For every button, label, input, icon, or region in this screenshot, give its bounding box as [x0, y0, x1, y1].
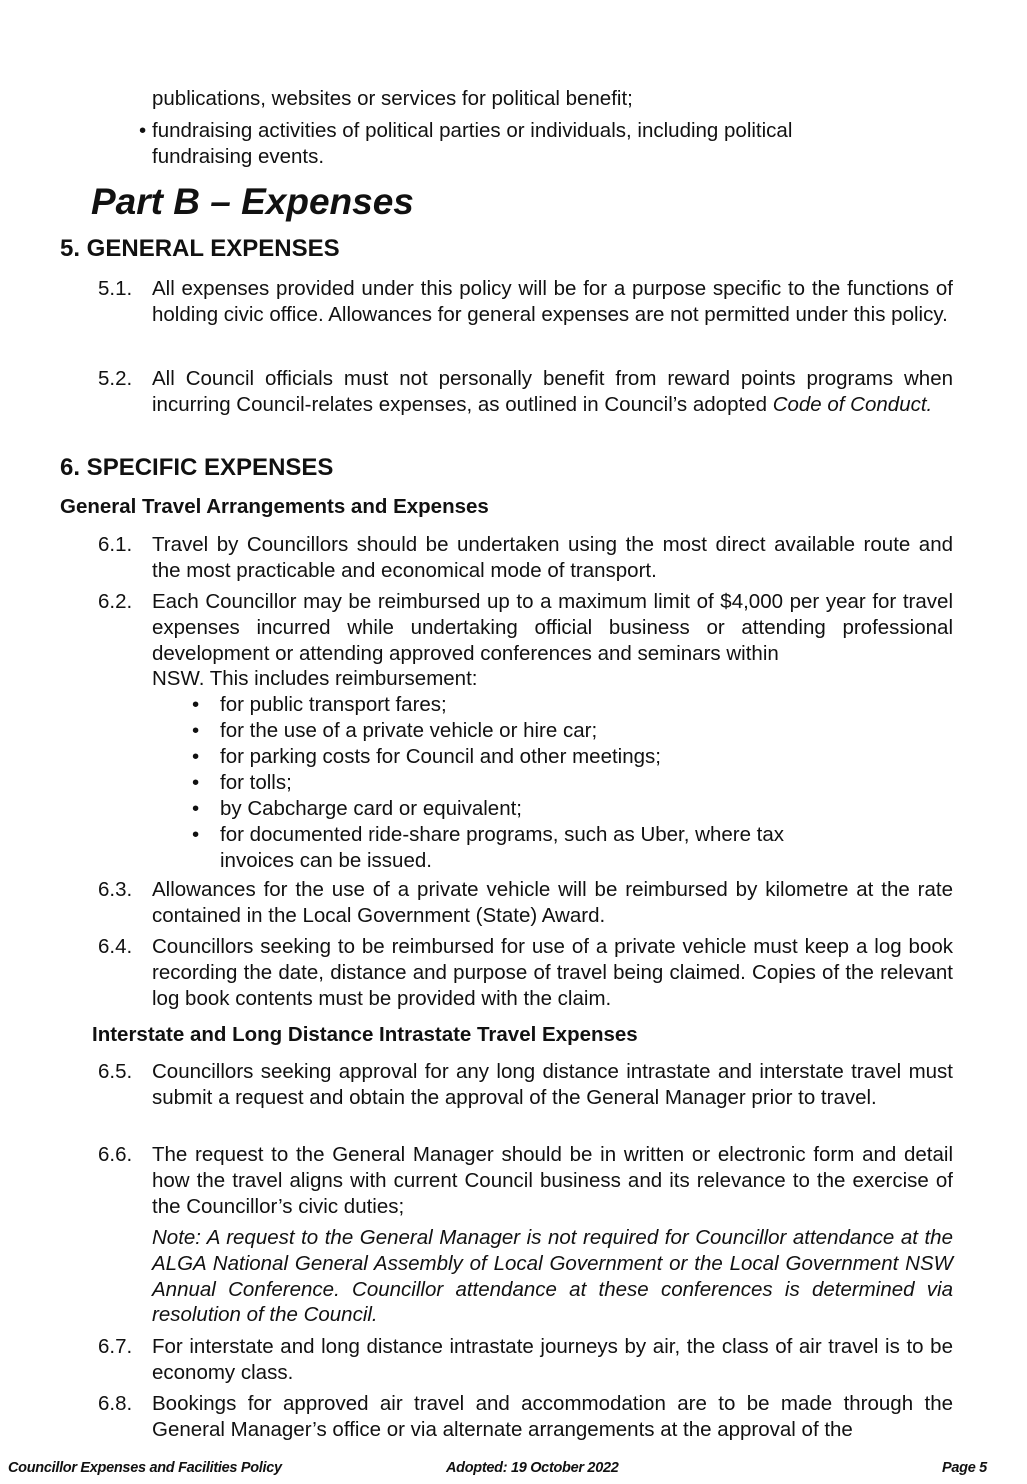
bullet-mark: • — [192, 745, 200, 768]
footer-document-title: Councillor Expenses and Facilities Policy — [8, 1460, 282, 1476]
section-6-heading: 6. SPECIFIC EXPENSES — [60, 454, 334, 481]
note-paragraph: Note: A request to the General Manager is not required for Councillor attendance at the ALGA National General Assembly of Local Government or the Local Government NSW Annual Conference. Councillor attendance at these conferences is determined via resolution of the Council. — [152, 1226, 953, 1327]
bullet-mark: • — [192, 797, 200, 820]
section-5-heading: 5. GENERAL EXPENSES — [60, 235, 340, 262]
clause-number: 5.1. — [98, 277, 133, 300]
clause-number: 6.6. — [98, 1143, 133, 1166]
bullet-mark: • — [192, 823, 200, 846]
bullet-item: for documented ride-share programs, such as Uber, where tax — [220, 823, 785, 846]
clause-6-3-text: Allowances for the use of a private vehicle will be reimbursed by kilometre at the rate contained in the Local Government (State) Award. — [152, 878, 953, 927]
intro-line: publications, websites or services for political benefit; — [152, 87, 633, 110]
subheading-general-travel: General Travel Arrangements and Expenses — [60, 495, 489, 518]
intro-bullet-line1: fundraising activities of political parties or individuals, including political — [152, 119, 793, 142]
clause-6-2-text: Each Councillor may be reimbursed up to a maximum limit of $4,000 per year for travel expenses incurred while undertaking official business or attending professional development or attending approved conferences and seminars within — [152, 590, 953, 665]
clause-number: 6.3. — [98, 878, 133, 901]
bullet-mark: • — [192, 693, 200, 716]
clause-6-5-text: Councillors seeking approval for any long distance intrastate and interstate travel must submit a request and obtain the approval of the General Manager prior to travel. — [152, 1060, 953, 1109]
code-of-conduct-ref: Code of Conduct. — [772, 392, 933, 416]
clause-6-4-text: Councillors seeking to be reimbursed for use of a private vehicle must keep a log book recording the date, distance and purpose of travel being claimed. Copies of the relevant log book contents must be provided with the claim. — [152, 935, 953, 1010]
clause-number: 6.5. — [98, 1060, 133, 1083]
clause-number: 6.4. — [98, 935, 133, 958]
footer-adopted-date: Adopted: 19 October 2022 — [446, 1460, 619, 1476]
clause-number: 5.2. — [98, 367, 133, 390]
clause-6-1-text: Travel by Councillors should be undertaken using the most direct available route and the most practicable and economical mode of transport. — [152, 533, 953, 582]
bullet-item: for the use of a private vehicle or hire car; — [220, 719, 598, 742]
clause-6-7-text: For interstate and long distance intrastate journeys by air, the class of air travel is to be economy class. — [152, 1335, 953, 1384]
bullet-item: for tolls; — [220, 771, 292, 794]
clause-6-8-text: Bookings for approved air travel and accommodation are to be made through the General Manager’s office or via alternate arrangements at the approval of the — [152, 1392, 953, 1441]
bullet-item-continuation: invoices can be issued. — [220, 849, 432, 872]
bullet-mark: • — [192, 719, 200, 742]
clause-6-2-last-line: NSW. This includes reimbursement: — [152, 667, 478, 690]
intro-bullet-line2: fundraising events. — [152, 145, 325, 168]
bullet-item: for parking costs for Council and other meetings; — [220, 745, 661, 768]
clause-5-2-text — [152, 366, 953, 418]
bullet-mark: • — [192, 771, 200, 794]
clause-6-6-text: The request to the General Manager should be in written or electronic form and detail how the travel aligns with current Council business and its relevance to the exercise of the Councillor’s civic duties; — [152, 1143, 953, 1218]
part-title: Part B – Expenses — [91, 181, 414, 222]
clause-5-1-text: All expenses provided under this policy will be for a purpose specific to the functions of holding civic office. Allowances for general expenses are not permitted under this policy. — [152, 277, 953, 326]
bullet-mark: • — [139, 119, 147, 142]
clause-number: 6.7. — [98, 1335, 133, 1358]
clause-number: 6.1. — [98, 533, 133, 556]
footer-page-number: Page 5 — [942, 1460, 987, 1476]
clause-number: 6.2. — [98, 590, 133, 613]
clause-5-2-body: All Council officials must not personally benefit from reward points programs when incurring Council-relates expenses, as outlined in Council’s adopted — [152, 367, 953, 416]
bullet-item: by Cabcharge card or equivalent; — [220, 797, 522, 820]
clause-number: 6.8. — [98, 1392, 133, 1415]
bullet-item: for public transport fares; — [220, 693, 447, 716]
subheading-interstate-travel: Interstate and Long Distance Intrastate Travel Expenses — [92, 1023, 638, 1046]
